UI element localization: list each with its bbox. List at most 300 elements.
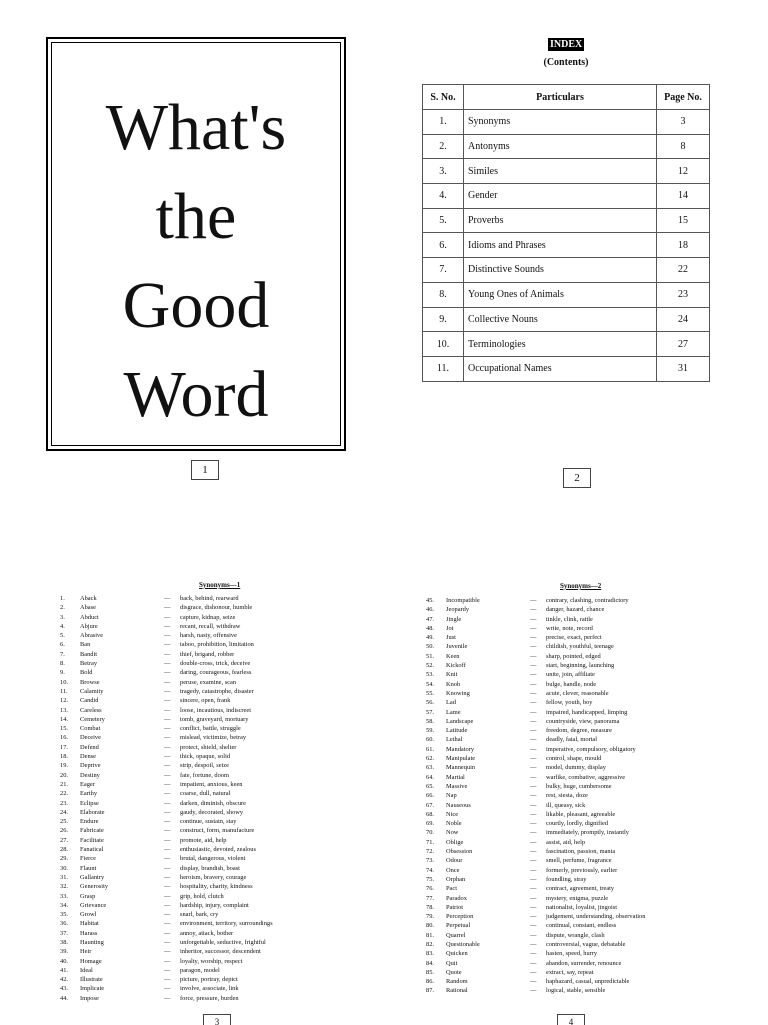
entry-dash: — bbox=[164, 938, 171, 946]
entry-dash: — bbox=[164, 883, 171, 891]
entry-synonyms: tomb, graveyard, mortuary bbox=[180, 715, 249, 723]
list-item bbox=[426, 605, 726, 614]
list-item bbox=[60, 771, 360, 780]
entry-number: 17. bbox=[60, 743, 68, 751]
entry-dash: — bbox=[530, 922, 537, 930]
entry-number: 42. bbox=[60, 976, 68, 984]
list-item bbox=[60, 892, 360, 901]
entry-word: Odour bbox=[446, 857, 463, 865]
entry-number: 64. bbox=[426, 773, 434, 781]
page-number-2: 2 bbox=[563, 468, 591, 488]
entry-synonyms: continual, constant, endless bbox=[546, 922, 617, 930]
entry-word: Pact bbox=[446, 885, 458, 893]
row-particular: Similes bbox=[464, 159, 657, 184]
entry-synonyms: hospitality, charity, kindness bbox=[180, 883, 253, 891]
entry-word: Growl bbox=[80, 911, 97, 919]
entry-number: 65. bbox=[426, 782, 434, 790]
entry-dash: — bbox=[530, 829, 537, 837]
entry-word: Abduct bbox=[80, 613, 99, 621]
entry-synonyms: capture, kidnap, seize bbox=[180, 613, 236, 621]
list-item bbox=[426, 828, 726, 837]
entry-dash: — bbox=[530, 940, 537, 948]
entry-synonyms: controversial, vague, debatable bbox=[546, 940, 626, 948]
list-item bbox=[60, 733, 360, 742]
entry-number: 76. bbox=[426, 885, 434, 893]
entry-number: 72. bbox=[426, 848, 434, 856]
row-sno: 11. bbox=[423, 356, 464, 381]
entry-number: 10. bbox=[60, 678, 68, 686]
list-item bbox=[60, 752, 360, 761]
entry-synonyms: snarl, bark, cry bbox=[180, 911, 219, 919]
entry-dash: — bbox=[530, 810, 537, 818]
entry-dash: — bbox=[530, 913, 537, 921]
entry-word: Defend bbox=[80, 743, 99, 751]
entry-number: 36. bbox=[60, 920, 68, 928]
entry-synonyms: tinkle, clink, rattle bbox=[546, 615, 593, 623]
entry-synonyms: dispute, wrangle, clash bbox=[546, 931, 605, 939]
entry-synonyms: hardship, injury, complaint bbox=[180, 901, 249, 909]
entry-word: Once bbox=[446, 866, 460, 874]
entry-word: Perpetual bbox=[446, 922, 471, 930]
entry-word: Noble bbox=[446, 820, 462, 828]
entry-word: Habitat bbox=[80, 920, 99, 928]
entry-word: Eager bbox=[80, 780, 95, 788]
list-item bbox=[60, 724, 360, 733]
list-item bbox=[426, 642, 726, 651]
entry-number: 6. bbox=[60, 641, 65, 649]
entry-number: 63. bbox=[426, 764, 434, 772]
entry-word: Quit bbox=[446, 959, 458, 967]
entry-word: Bold bbox=[80, 669, 93, 677]
entry-dash: — bbox=[530, 606, 537, 614]
entry-word: Nauseous bbox=[446, 801, 471, 809]
entry-number: 75. bbox=[426, 875, 434, 883]
entry-synonyms: force, pressure, burden bbox=[180, 994, 239, 1002]
entry-dash: — bbox=[164, 706, 171, 714]
row-particular: Young Ones of Animals bbox=[464, 282, 657, 307]
entry-number: 40. bbox=[60, 957, 68, 965]
list-item bbox=[426, 661, 726, 670]
entry-dash: — bbox=[164, 929, 171, 937]
entry-synonyms: disgrace, dishonour, humble bbox=[180, 604, 253, 612]
list-item bbox=[426, 940, 726, 949]
entry-synonyms: paragon, model bbox=[180, 966, 220, 974]
entry-number: 61. bbox=[426, 745, 434, 753]
list-item bbox=[60, 687, 360, 696]
entry-synonyms: inheritor, successor, descendent bbox=[180, 948, 261, 956]
entry-word: Fierce bbox=[80, 855, 96, 863]
entry-word: Oblige bbox=[446, 838, 464, 846]
entry-dash: — bbox=[164, 855, 171, 863]
list-item bbox=[60, 743, 360, 752]
entry-synonyms: logical, stable, sensible bbox=[546, 987, 606, 995]
entry-number: 18. bbox=[60, 753, 68, 761]
entry-dash: — bbox=[530, 671, 537, 679]
entry-word: Ban bbox=[80, 641, 91, 649]
list-item bbox=[60, 789, 360, 798]
entry-word: Mandatory bbox=[446, 745, 475, 753]
entry-word: Generosity bbox=[80, 883, 109, 891]
list-item bbox=[60, 706, 360, 715]
list-item bbox=[60, 975, 360, 984]
entry-number: 32. bbox=[60, 883, 68, 891]
list-item bbox=[426, 810, 726, 819]
synonyms-2-list bbox=[426, 596, 726, 996]
entry-synonyms: deadly, fatal, mortal bbox=[546, 736, 598, 744]
entry-synonyms: freedom, degree, measure bbox=[546, 727, 613, 735]
entry-number: 66. bbox=[426, 792, 434, 800]
entry-number: 38. bbox=[60, 938, 68, 946]
entry-word: Ideal bbox=[80, 966, 93, 974]
entry-word: Gallantry bbox=[80, 873, 105, 881]
entry-number: 12. bbox=[60, 697, 68, 705]
list-item bbox=[60, 826, 360, 835]
entry-number: 55. bbox=[426, 689, 434, 697]
row-particular: Collective Nouns bbox=[464, 307, 657, 332]
entry-word: Deprive bbox=[80, 762, 101, 770]
entry-dash: — bbox=[164, 734, 171, 742]
entry-number: 22. bbox=[60, 790, 68, 798]
entry-synonyms: fascination, passion, mania bbox=[546, 848, 616, 856]
entry-number: 53. bbox=[426, 671, 434, 679]
entry-number: 52. bbox=[426, 662, 434, 670]
row-page-no: 22 bbox=[657, 258, 710, 283]
entry-word: Random bbox=[446, 978, 468, 986]
entry-word: Elaborate bbox=[80, 808, 105, 816]
list-item bbox=[426, 782, 726, 791]
row-page-no: 23 bbox=[657, 282, 710, 307]
entry-word: Juvenile bbox=[446, 643, 468, 651]
entry-synonyms: bulge, handle, node bbox=[546, 680, 597, 688]
row-particular: Terminologies bbox=[464, 332, 657, 357]
list-item bbox=[60, 659, 360, 668]
title-line: Word bbox=[123, 358, 269, 431]
entry-dash: — bbox=[164, 920, 171, 928]
entry-dash: — bbox=[164, 697, 171, 705]
contents-heading: (Contents) bbox=[543, 57, 589, 68]
entry-dash: — bbox=[530, 699, 537, 707]
list-item bbox=[60, 938, 360, 947]
page-number-4: 4 bbox=[557, 1014, 585, 1025]
entry-word: Incompatible bbox=[446, 597, 480, 604]
entry-dash: — bbox=[530, 717, 537, 725]
title-line: Good bbox=[122, 269, 270, 342]
entry-number: 4. bbox=[60, 622, 65, 630]
entry-synonyms: precise, exact, perfect bbox=[546, 634, 602, 642]
row-sno: 5. bbox=[423, 208, 464, 233]
entry-word: Harass bbox=[80, 929, 98, 937]
entry-dash: — bbox=[530, 727, 537, 735]
list-item bbox=[60, 873, 360, 882]
entry-synonyms: start, beginning, launching bbox=[546, 662, 615, 670]
row-page-no: 18 bbox=[657, 233, 710, 258]
list-item bbox=[426, 735, 726, 744]
list-item bbox=[60, 984, 360, 993]
index-table bbox=[422, 84, 710, 382]
entry-dash: — bbox=[530, 615, 537, 623]
entry-word: Deceive bbox=[80, 734, 101, 742]
entry-number: 7. bbox=[60, 650, 65, 658]
entry-synonyms: nationalist, loyalist, jingoist bbox=[546, 903, 618, 911]
entry-dash: — bbox=[530, 950, 537, 958]
row-particular: Idioms and Phrases bbox=[464, 233, 657, 258]
list-item bbox=[426, 773, 726, 782]
entry-dash: — bbox=[530, 773, 537, 781]
entry-number: 57. bbox=[426, 708, 434, 716]
list-item bbox=[60, 919, 360, 928]
entry-dash: — bbox=[164, 641, 171, 649]
entry-word: Martial bbox=[446, 773, 465, 781]
entry-word: Now bbox=[446, 829, 459, 837]
entry-number: 50. bbox=[426, 643, 434, 651]
entry-synonyms: unforgettable, seductive, frightful bbox=[180, 938, 266, 946]
list-item bbox=[426, 921, 726, 930]
entry-number: 41. bbox=[60, 966, 68, 974]
entry-synonyms: haphazard, casual, unpredictable bbox=[546, 978, 630, 986]
row-sno: 7. bbox=[423, 258, 464, 283]
entry-word: Patriot bbox=[446, 903, 464, 911]
entry-word: Perception bbox=[446, 913, 474, 921]
entry-synonyms: tragedy, catastrophe, disaster bbox=[180, 687, 254, 695]
list-item bbox=[426, 866, 726, 875]
row-particular: Occupational Names bbox=[464, 356, 657, 381]
entry-dash: — bbox=[530, 736, 537, 744]
list-item bbox=[426, 847, 726, 856]
entry-synonyms: courtly, lordly, dignified bbox=[546, 820, 608, 828]
list-item bbox=[60, 882, 360, 891]
list-item bbox=[60, 603, 360, 612]
index-heading: INDEX bbox=[550, 39, 583, 50]
entry-word: Calamity bbox=[80, 687, 104, 695]
entry-number: 21. bbox=[60, 780, 68, 788]
entry-word: Jot bbox=[446, 624, 454, 632]
entry-number: 30. bbox=[60, 864, 68, 872]
entry-dash: — bbox=[530, 624, 537, 632]
synonyms-1-heading: Synonyms—1 bbox=[199, 581, 241, 589]
row-sno: 10. bbox=[423, 332, 464, 357]
entry-number: 19. bbox=[60, 762, 68, 770]
entry-dash: — bbox=[530, 745, 537, 753]
entry-dash: — bbox=[164, 725, 171, 733]
entry-synonyms: countryside, view, panorama bbox=[546, 717, 620, 725]
entry-synonyms: impatient, anxious, keen bbox=[180, 780, 243, 788]
entry-word: Abrasive bbox=[80, 632, 104, 640]
entry-synonyms: gaudy, decorated, showy bbox=[180, 808, 244, 816]
entry-synonyms: back, behind, rearward bbox=[180, 595, 239, 602]
list-item bbox=[426, 977, 726, 986]
entry-dash: — bbox=[164, 632, 171, 640]
entry-word: Keen bbox=[446, 652, 460, 660]
entry-word: Heir bbox=[80, 948, 92, 956]
entry-dash: — bbox=[530, 597, 537, 604]
entry-word: Destiny bbox=[80, 771, 100, 779]
table-row bbox=[423, 258, 710, 283]
entry-dash: — bbox=[530, 857, 537, 865]
entry-synonyms: mystery, enigma, puzzle bbox=[546, 894, 609, 902]
entry-number: 2. bbox=[60, 604, 65, 612]
list-item bbox=[426, 763, 726, 772]
list-item bbox=[60, 845, 360, 854]
entry-dash: — bbox=[530, 782, 537, 790]
entry-word: Latitude bbox=[446, 727, 468, 735]
entry-dash: — bbox=[164, 715, 171, 723]
entry-number: 82. bbox=[426, 940, 434, 948]
entry-dash: — bbox=[164, 994, 171, 1002]
entry-number: 37. bbox=[60, 929, 68, 937]
row-particular: Gender bbox=[464, 184, 657, 209]
header-particulars: Particulars bbox=[464, 85, 657, 110]
entry-word: Endure bbox=[80, 818, 99, 826]
entry-dash: — bbox=[530, 643, 537, 651]
entry-synonyms: bulky, huge, cumbersome bbox=[546, 782, 612, 790]
list-item bbox=[60, 864, 360, 873]
entry-word: Rational bbox=[446, 987, 468, 995]
list-item bbox=[426, 754, 726, 763]
table-row bbox=[423, 356, 710, 381]
entry-dash: — bbox=[530, 634, 537, 642]
entry-number: 34. bbox=[60, 901, 68, 909]
entry-number: 33. bbox=[60, 892, 68, 900]
entry-word: Earthy bbox=[80, 790, 98, 798]
page-number-1: 1 bbox=[191, 460, 219, 480]
entry-dash: — bbox=[164, 669, 171, 677]
synonyms-1-list bbox=[60, 594, 360, 1003]
list-item bbox=[426, 903, 726, 912]
entry-word: Knob bbox=[446, 680, 461, 688]
list-item bbox=[426, 875, 726, 884]
entry-word: Grievance bbox=[80, 901, 107, 909]
entry-number: 8. bbox=[60, 660, 65, 668]
entry-number: 71. bbox=[426, 838, 434, 846]
entry-dash: — bbox=[530, 820, 537, 828]
entry-word: Flaunt bbox=[80, 864, 97, 872]
entry-synonyms: strip, despoil, seize bbox=[180, 762, 229, 770]
entry-dash: — bbox=[164, 873, 171, 881]
list-item bbox=[60, 808, 360, 817]
entry-word: Combat bbox=[80, 725, 101, 733]
row-particular: Synonyms bbox=[464, 110, 657, 135]
row-particular: Distinctive Sounds bbox=[464, 258, 657, 283]
entry-dash: — bbox=[530, 931, 537, 939]
entry-synonyms: picture, portray, depict bbox=[180, 976, 238, 984]
entry-number: 13. bbox=[60, 706, 68, 714]
entry-word: Bandit bbox=[80, 650, 98, 658]
entry-dash: — bbox=[530, 848, 537, 856]
list-item bbox=[426, 670, 726, 679]
entry-synonyms: contract, agreement, treaty bbox=[546, 885, 615, 893]
row-sno: 6. bbox=[423, 233, 464, 258]
entry-word: Lethal bbox=[446, 736, 463, 744]
entry-number: 48. bbox=[426, 624, 434, 632]
entry-number: 24. bbox=[60, 808, 68, 816]
entry-synonyms: enthusiastic, devoted, zealous bbox=[180, 846, 256, 854]
list-item bbox=[426, 708, 726, 717]
entry-dash: — bbox=[530, 689, 537, 697]
entry-dash: — bbox=[164, 604, 171, 612]
list-item bbox=[60, 901, 360, 910]
entry-number: 60. bbox=[426, 736, 434, 744]
list-item bbox=[60, 715, 360, 724]
entry-dash: — bbox=[530, 662, 537, 670]
entry-number: 25. bbox=[60, 818, 68, 826]
entry-word: Quote bbox=[446, 968, 462, 976]
entry-word: Questionable bbox=[446, 940, 480, 948]
entry-word: Nap bbox=[446, 792, 457, 800]
entry-dash: — bbox=[164, 687, 171, 695]
entry-number: 84. bbox=[426, 959, 434, 967]
entry-word: Dense bbox=[80, 753, 96, 761]
entry-word: Careless bbox=[80, 706, 102, 714]
entry-synonyms: fellow, youth, boy bbox=[546, 699, 593, 707]
entry-synonyms: immediately, promptly, instantly bbox=[546, 829, 629, 837]
entry-synonyms: likable, pleasant, agreeable bbox=[546, 810, 616, 818]
book-title bbox=[48, 83, 344, 439]
entry-dash: — bbox=[164, 771, 171, 779]
list-item bbox=[426, 717, 726, 726]
entry-number: 74. bbox=[426, 866, 434, 874]
list-item bbox=[426, 894, 726, 903]
header-sno: S. No. bbox=[423, 85, 464, 110]
entry-dash: — bbox=[530, 755, 537, 763]
entry-word: Homage bbox=[80, 957, 102, 965]
entry-dash: — bbox=[530, 652, 537, 660]
row-page-no: 24 bbox=[657, 307, 710, 332]
entry-dash: — bbox=[530, 987, 537, 995]
entry-dash: — bbox=[530, 838, 537, 846]
list-item bbox=[426, 633, 726, 642]
entry-word: Nice bbox=[446, 810, 459, 818]
list-item bbox=[60, 929, 360, 938]
list-item bbox=[60, 696, 360, 705]
entry-word: Aback bbox=[80, 595, 97, 602]
entry-number: 79. bbox=[426, 913, 434, 921]
entry-synonyms: darken, diminish, obscure bbox=[180, 799, 247, 807]
entry-dash: — bbox=[164, 957, 171, 965]
entry-number: 49. bbox=[426, 634, 434, 642]
list-item bbox=[60, 780, 360, 789]
list-item bbox=[426, 801, 726, 810]
entry-word: Quarrel bbox=[446, 931, 466, 939]
entry-synonyms: ill, queasy, sick bbox=[546, 801, 586, 809]
entry-number: 87. bbox=[426, 987, 434, 995]
list-item bbox=[426, 680, 726, 689]
entry-dash: — bbox=[164, 650, 171, 658]
entry-synonyms: annoy, attack, bother bbox=[180, 929, 234, 937]
entry-dash: — bbox=[530, 866, 537, 874]
entry-dash: — bbox=[530, 959, 537, 967]
entry-dash: — bbox=[164, 827, 171, 835]
entry-synonyms: fate, fortune, doom bbox=[180, 771, 229, 779]
list-item bbox=[426, 698, 726, 707]
entry-number: 15. bbox=[60, 725, 68, 733]
entry-synonyms: warlike, combative, aggressive bbox=[546, 773, 626, 781]
list-item bbox=[60, 613, 360, 622]
entry-dash: — bbox=[164, 911, 171, 919]
entry-number: 78. bbox=[426, 903, 434, 911]
entry-word: Landscape bbox=[446, 717, 474, 725]
entry-number: 56. bbox=[426, 699, 434, 707]
entry-dash: — bbox=[530, 801, 537, 809]
row-particular: Antonyms bbox=[464, 134, 657, 159]
row-sno: 8. bbox=[423, 282, 464, 307]
row-sno: 3. bbox=[423, 159, 464, 184]
entry-synonyms: unite, join, affiliate bbox=[546, 671, 595, 679]
list-item bbox=[60, 947, 360, 956]
entry-synonyms: rest, siesta, doze bbox=[546, 792, 588, 800]
list-item bbox=[426, 838, 726, 847]
entry-synonyms: double-cross, trick, deceive bbox=[180, 660, 251, 668]
entry-number: 85. bbox=[426, 968, 434, 976]
